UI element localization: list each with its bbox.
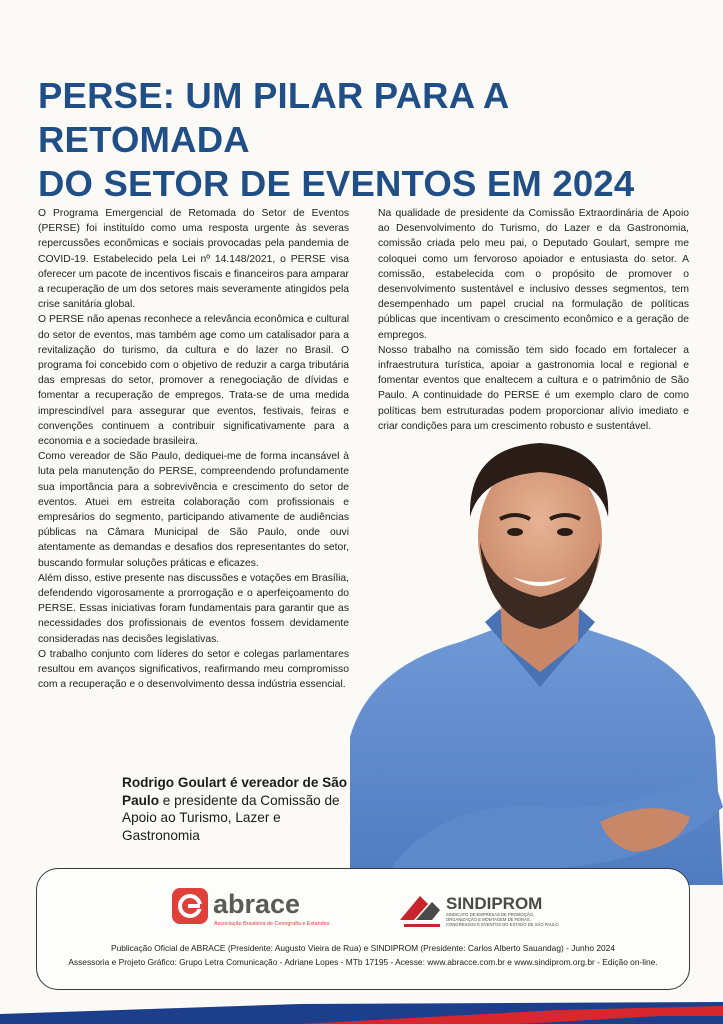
headline-line-2: DO SETOR DE EVENTOS EM 2024	[38, 163, 635, 204]
article-left-column	[38, 206, 349, 693]
headline-line-1: PERSE: UM PILAR PARA A RETOMADA	[38, 75, 509, 160]
paragraph: O Programa Emergencial de Retomada do Setor de Eventos (PERSE) foi instituído como uma resposta urgente às severas repercussões econômicas e sociais provocadas pela pandemia de COVID-19. Estabelecido pela Lei nº 14.148/2021, o PERSE visa oferecer um pacote de incentivos fiscais e financeiros para amparar a recuperação de um dos setores mais severamente atingidos pela crise sanitária global.	[38, 208, 349, 311]
author-caption	[122, 774, 362, 844]
sindiprom-logo-name: SINDIPROM	[446, 894, 543, 913]
author-caption-regular: e presidente da Comissão de Apoio ao Turismo, Lazer e Gastronomia	[122, 792, 340, 843]
sindiprom-logo-tagline-2: ORGANIZAÇÃO E MONTAGEM DE FEIRAS,	[446, 917, 531, 922]
sindiprom-logo	[398, 890, 574, 930]
paragraph: O PERSE não apenas reconhece a relevância econômica e cultural do setor de eventos, mas também age como um catalisador para a revitalização do turismo, da cultura e do lazer no Brasil. O programa foi concebido com o objetivo de reduzir a carga tributária das empresas do setor, promover a renegociação de dívidas e fomentar a recuperação de empregos. Trata-se de uma medida imprescindível para assegurar que eventos, festivais, feiras e convenções continuem a contribuir significativamente para a economia e a sociedade brasileira.	[38, 314, 349, 448]
footer-credits-line: Assessoria e Projeto Gráfico: Grupo Letra Comunicação - Adriane Lopes - MTb 17195 - Acesse: www.abracce.com.br e www.sindiprom.org.br - Edição on-line.	[68, 957, 658, 967]
decorative-bottom-stripes	[0, 996, 723, 1024]
abrace-logo-tagline: Associação Brasileira de Cenografia e Estandes	[214, 921, 330, 927]
sindiprom-logo-tagline-1: SINDICATO DE EMPRESAS DE PROMOÇÃO,	[446, 912, 535, 917]
abrace-logo	[172, 886, 342, 930]
author-photo	[350, 437, 723, 885]
footer-box	[36, 868, 690, 990]
abrace-logo-name: abrace	[213, 889, 301, 919]
paragraph: Além disso, estive presente nas discussões e votações em Brasília, defendendo vigorosamente a prorrogação e o aperfeiçoamento do PERSE. Essas iniciativas foram fundamentais para garantir que as necessidades dos profissionais de eventos fossem devidamente consideradas nas decisões legislativas.	[38, 572, 349, 645]
article-right-column	[378, 206, 689, 434]
headline	[38, 74, 698, 206]
author-portrait-image	[350, 437, 723, 885]
footer-publication-line: Publicação Oficial de ABRACE (Presidente: Augusto Vieira de Rua) e SINDIPROM (Presidente: Carlos Alberto Sauandag) - Junho 2024	[110, 943, 615, 953]
sindiprom-logo-tagline-3: CONGRESSOS E EVENTOS DO ESTADO DE SÃO PAULO	[446, 922, 559, 927]
author-caption-bold: Rodrigo Goulart é vereador de São Paulo	[122, 775, 348, 808]
paragraph: Como vereador de São Paulo, dediquei-me de forma incansável à luta pela manutenção do PERSE, compreendendo profundamente sua importância para a sobrevivência e crescimento do setor de eventos. Atuei em estreita colaboração com profissionais e empresários do segmento, participando ativamente de audiências públicas na Câmara Municipal de São Paulo, onde ouvi atentamente as demandas e desafios dos representantes do setor, buscando formular soluções práticas e eficazes.	[38, 451, 349, 569]
paragraph: Na qualidade de presidente da Comissão Extraordinária de Apoio ao Desenvolvimento do Turismo, do Lazer e da Gastronomia, comissão criada pelo meu pai, o Deputado Goulart, sempre me coloquei como um fervoroso apoiador e entusiasta do setor. A comissão, estabelecida com o propósito de promover o desenvolvimento sustentável e inclusivo desses segmentos, tem desempenhado um papel crucial na formulação de políticas públicas que incentivam o crescimento econômico e a geração de empregos.	[378, 208, 689, 341]
paragraph: Nosso trabalho na comissão tem sido focado em fortalecer a infraestrutura turística, apoiar a gastronomia local e regional e fomentar eventos que enaltecem a cultura e o patrimônio de São Paulo. A continuidade do PERSE é um exemplo claro de como políticas bem estruturadas podem proporcionar alívio imediato e criar condições para um crescimento robusto e sustentável.	[378, 344, 689, 432]
paragraph: O trabalho conjunto com líderes do setor e colegas parlamentares resultou em avanços significativos, reafirmando meu compromisso com a recuperação e o desenvolvimento dessa indústria essencial.	[38, 648, 349, 691]
